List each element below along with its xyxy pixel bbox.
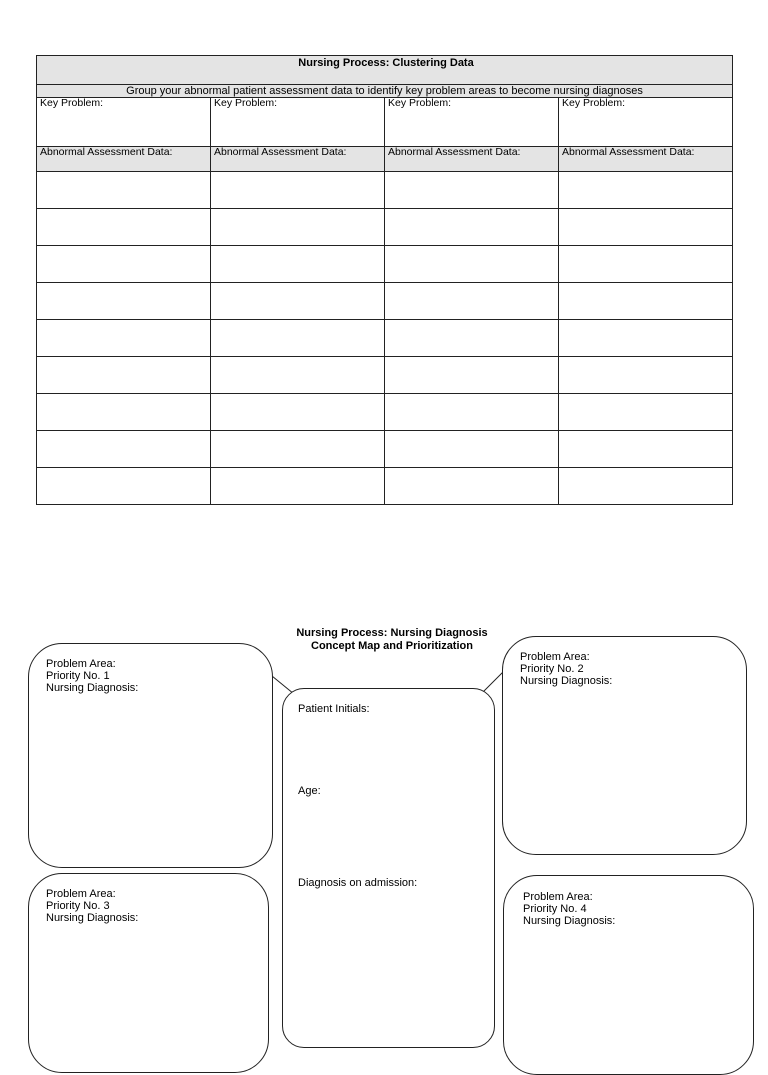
problem-box-2[interactable]: [502, 636, 747, 855]
clustering-title: Nursing Process: Clustering Data: [37, 56, 733, 85]
diagnosis-on-admission-label: Diagnosis on admission:: [298, 877, 418, 889]
nursing-diagnosis-label: Nursing Diagnosis:: [523, 915, 616, 927]
key-problem-cell[interactable]: Key Problem:: [559, 98, 733, 147]
nursing-diagnosis-label: Nursing Diagnosis:: [46, 912, 139, 924]
age-label: Age:: [298, 785, 321, 797]
problem-area-label: Problem Area:: [520, 651, 590, 663]
key-problem-cell[interactable]: Key Problem:: [37, 98, 211, 147]
priority-label: Priority No. 1: [46, 670, 110, 682]
abnormal-data-header: Abnormal Assessment Data:: [559, 147, 733, 172]
abnormal-data-header: Abnormal Assessment Data:: [211, 147, 385, 172]
patient-initials-label: Patient Initials:: [298, 703, 370, 715]
problem-box-1[interactable]: [28, 643, 273, 868]
nursing-diagnosis-label: Nursing Diagnosis:: [520, 675, 613, 687]
concept-map-title-line1: Nursing Process: Nursing Diagnosis: [296, 627, 488, 639]
priority-label: Priority No. 3: [46, 900, 110, 912]
concept-map-title-line2: Concept Map and Prioritization: [311, 640, 473, 652]
problem-area-label: Problem Area:: [523, 891, 593, 903]
priority-label: Priority No. 4: [523, 903, 587, 915]
problem-area-label: Problem Area:: [46, 658, 116, 670]
problem-area-label: Problem Area:: [46, 888, 116, 900]
priority-label: Priority No. 2: [520, 663, 584, 675]
key-problem-cell[interactable]: Key Problem:: [211, 98, 385, 147]
clustering-instruction: Group your abnormal patient assessment data to identify key problem areas to become nursing diagnoses: [37, 85, 733, 98]
key-problem-cell[interactable]: Key Problem:: [385, 98, 559, 147]
abnormal-data-header: Abnormal Assessment Data:: [385, 147, 559, 172]
problem-box-4[interactable]: [503, 875, 754, 1075]
abnormal-data-header: Abnormal Assessment Data:: [37, 147, 211, 172]
nursing-diagnosis-label: Nursing Diagnosis:: [46, 682, 139, 694]
problem-box-3[interactable]: [28, 873, 269, 1073]
concept-map-title: [284, 627, 500, 653]
patient-info-box[interactable]: [282, 688, 495, 1048]
